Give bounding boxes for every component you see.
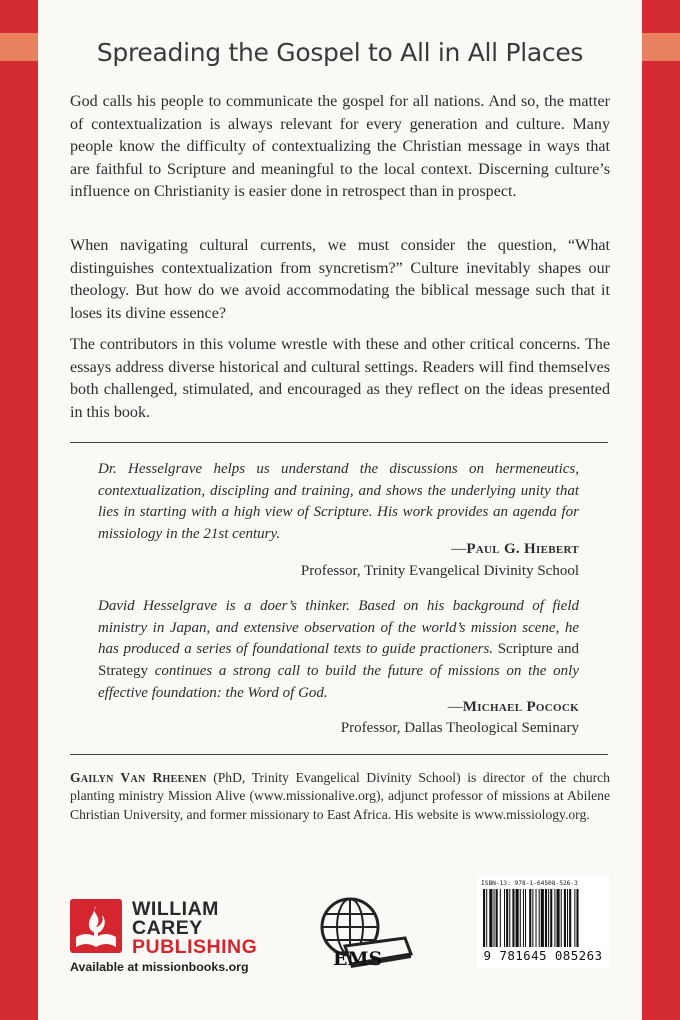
barcode-bar bbox=[516, 889, 519, 947]
accent-band-right bbox=[642, 33, 680, 61]
book-title-reference: Scripture and Strategy bbox=[98, 641, 579, 680]
description-paragraph-2: When navigating cultural currents, we must consider the question, “What distinguishes contextualization from syncretism?” Culture inevitably shapes our theology. But how do we avoid accommodating the biblical message such that it loses its divine essence? bbox=[70, 237, 610, 322]
description-paragraph-3: The contributors in this volume wrestle with these and other critical concerns. The essays address diverse historical and cultural settings. Readers will find themselves both challenged, stimulated, and encouraged as they reflect on the ideas presented in this book. bbox=[70, 336, 610, 421]
barcode-digits: 9 781645 085263 bbox=[483, 948, 603, 963]
barcode-bar bbox=[500, 889, 501, 947]
barcode-bar bbox=[496, 889, 498, 947]
endorsement-hiebert-quote: Dr. Hesselgrave helps us understand the discussions on hermeneutics, contextualization, discipling and training, and shows the underlying unity that lies in starting with a high view of Scripture. His work provides an agenda for missiology in the 21st century. bbox=[98, 461, 579, 543]
barcode-bar bbox=[576, 889, 578, 947]
endorsement-pocock-name: —Michael Pocock bbox=[447, 699, 579, 715]
globe-book-icon bbox=[305, 894, 415, 970]
isbn-label: ISBN-13: 978-1-64508-526-3 bbox=[481, 880, 578, 887]
endorser-name: Michael Pocock bbox=[462, 699, 579, 715]
barcode-bar bbox=[494, 889, 495, 947]
barcode-bar bbox=[564, 889, 566, 947]
accent-band-left bbox=[0, 33, 38, 61]
barcode-bar bbox=[486, 889, 487, 947]
barcode-bar bbox=[504, 889, 505, 947]
availability-text: Available at missionbooks.org bbox=[70, 960, 249, 974]
ems-logo bbox=[305, 894, 415, 970]
cover-title: Spreading the Gospel to All in All Places bbox=[96, 38, 584, 67]
divider-bottom bbox=[70, 754, 608, 755]
barcode-bar bbox=[523, 889, 524, 947]
endorsement-hiebert-affiliation: Professor, Trinity Evangelical Divinity School bbox=[300, 563, 579, 579]
barcode-bar bbox=[548, 889, 549, 947]
wcp-word-carey: CAREY bbox=[132, 917, 203, 939]
barcode-bar bbox=[567, 889, 568, 947]
barcode-bars bbox=[477, 889, 609, 949]
barcode-bar bbox=[512, 889, 514, 947]
ems-letters: EMS bbox=[333, 948, 383, 970]
endorsement-pocock-quote: David Hesselgrave is a doer’s thinker. Based on his background of field ministry in Japan, and extensive observation of the world’s mission scene, he has produced a series of foundational texts to guide practioners. Scripture and Strategy continues a strong call to build the future of missions on the only effective foundation: the Word of God. bbox=[98, 598, 579, 701]
barcode-bar bbox=[525, 889, 526, 947]
wcp-word-william: WILLIAM bbox=[132, 898, 219, 920]
barcode-bar bbox=[569, 889, 571, 947]
barcode-bar bbox=[550, 889, 552, 947]
barcode-bar bbox=[520, 889, 521, 947]
wcp-word-publishing: PUBLISHING bbox=[132, 936, 258, 958]
barcode-bar bbox=[554, 889, 555, 947]
barcode-bar bbox=[532, 889, 533, 947]
barcode-bar bbox=[545, 889, 547, 947]
author-name: Gailyn Van Rheenen bbox=[70, 770, 207, 785]
barcode-bar bbox=[539, 889, 540, 947]
endorser-name: Paul G. Hiebert bbox=[466, 541, 579, 557]
barcode-bar bbox=[574, 889, 575, 947]
barcode-bar bbox=[541, 889, 544, 947]
barcode-bar bbox=[509, 889, 510, 947]
barcode-bar bbox=[561, 889, 562, 947]
endorsement-pocock-affiliation: Professor, Dallas Theological Seminary bbox=[340, 720, 579, 736]
barcode-bar bbox=[529, 889, 531, 947]
flame-book-icon bbox=[68, 897, 124, 955]
description-paragraph-1: God calls his people to communicate the gospel for all nations. And so, the matter of contextualization is always relevant for every generation and culture. Many people know the difficulty of contextualizing the Christian message in ways that are faithful to Scripture and meaningful to the local context. Discerning culture’s influence on Christianity is easier done in retrospect than in prospect. bbox=[70, 93, 610, 201]
barcode-bar bbox=[536, 889, 537, 947]
barcode-bar bbox=[506, 889, 508, 947]
divider-top bbox=[70, 442, 608, 443]
barcode-bar bbox=[489, 889, 492, 947]
barcode-bar bbox=[483, 889, 485, 947]
author-bio: Gailyn Van Rheenen (PhD, Trinity Evangelical Divinity School) is director of the church planting ministry Mission Alive (www.missionalive.org), adjunct professor of missions at Abilene Christian University, and former missionary to East Africa. His website is www.missiology.org. bbox=[70, 770, 610, 822]
isbn-barcode bbox=[477, 877, 609, 968]
endorsement-hiebert-name: —Paul G. Hiebert bbox=[451, 541, 579, 557]
barcode-bar bbox=[557, 889, 560, 947]
